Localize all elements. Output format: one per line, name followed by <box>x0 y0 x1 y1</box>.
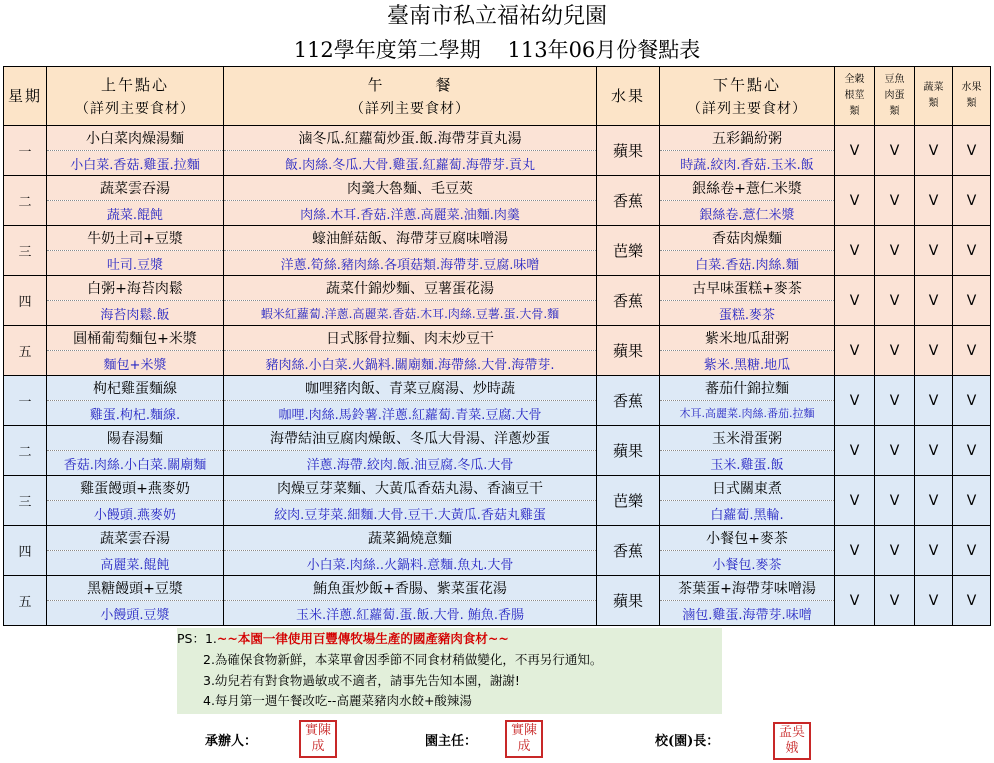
grains-check: V <box>835 176 875 226</box>
grains-check: V <box>835 426 875 476</box>
menu-row <box>4 526 991 551</box>
lunch-ingredients: 咖哩.肉絲.馬鈴薯.洋蔥.紅蘿蔔.青菜.豆腐.大骨 <box>224 401 597 426</box>
lunch-ingredients: 洋蔥.海帶.絞肉.飯.油豆腐.冬瓜.大骨 <box>224 451 597 476</box>
veg-check: V <box>915 176 953 226</box>
pm-snack-cell: 玉米滑蛋粥 <box>660 426 835 451</box>
lunch-cell: 海帶結油豆腐肉燥飯、冬瓜大骨湯、洋蔥炒蛋 <box>224 426 597 451</box>
fruit-check: V <box>953 576 991 626</box>
pm-snack-cell: 蕃茄什錦拉麵 <box>660 376 835 401</box>
grains-check: V <box>835 326 875 376</box>
am-snack-cell: 白粥+海苔肉鬆 <box>47 276 224 301</box>
veg-check: V <box>915 126 953 176</box>
note-1: PS：1.~~本園一律使用百豐傳牧場生產的國產豬肉食材~~ <box>177 631 509 646</box>
protein-check: V <box>875 426 915 476</box>
lunch-ingredients: 玉米.洋蔥.紅蘿蔔.蛋.飯.大骨. 鮪魚.香腸 <box>224 601 597 626</box>
fruit-cell: 香蕉 <box>597 526 660 576</box>
veg-check: V <box>915 426 953 476</box>
menu-row <box>4 376 991 401</box>
weekday-cell: 二 <box>4 176 47 226</box>
lunch-ingredients: 絞肉.豆芽菜.細麵.大骨.豆干.大黃瓜.香菇丸雞蛋 <box>224 501 597 526</box>
am-snack-ingredients: 雞蛋.枸杞.麵線. <box>47 401 224 426</box>
lunch-cell: 鮪魚蛋炒飯+香腸、紫菜蛋花湯 <box>224 576 597 601</box>
fruit-cell: 蘋果 <box>597 326 660 376</box>
fruit-check: V <box>953 276 991 326</box>
fruit-check: V <box>953 226 991 276</box>
pm-snack-ingredients: 時蔬.絞肉.香菇.玉米.飯 <box>660 151 835 176</box>
menu-row <box>4 126 991 151</box>
lunch-ingredients: 洋蔥.筍絲.豬肉絲.各項菇類.海帶芽.豆腐.味噌 <box>224 251 597 276</box>
preparer-stamp: 實陳成 <box>299 720 337 758</box>
am-snack-cell: 陽春湯麵 <box>47 426 224 451</box>
am-snack-cell: 蔬菜雲吞湯 <box>47 176 224 201</box>
pm-snack-cell: 古早味蛋糕+麥茶 <box>660 276 835 301</box>
lunch-ingredients: 小白菜.肉絲..火鍋料.意麵.魚丸.大骨 <box>224 551 597 576</box>
protein-check: V <box>875 526 915 576</box>
lunch-cell: 蔬菜什錦炒麵、豆薯蛋花湯 <box>224 276 597 301</box>
pm-snack-ingredients: 紫米.黑糖.地瓜 <box>660 351 835 376</box>
veg-check: V <box>915 226 953 276</box>
grains-check: V <box>835 476 875 526</box>
weekday-cell: 三 <box>4 226 47 276</box>
protein-check: V <box>875 326 915 376</box>
pm-snack-cell: 日式關東煮 <box>660 476 835 501</box>
director-label: 園主任： <box>425 734 478 749</box>
pm-snack-cell: 香菇肉燥麵 <box>660 226 835 251</box>
protein-check: V <box>875 476 915 526</box>
weekday-cell: 三 <box>4 476 47 526</box>
menu-row <box>4 276 991 301</box>
protein-check: V <box>875 376 915 426</box>
fruit-cell: 香蕉 <box>597 176 660 226</box>
weekday-cell: 五 <box>4 576 47 626</box>
pm-snack-ingredients: 蛋糕.麥茶 <box>660 301 835 326</box>
pm-snack-ingredients: 白蘿蔔.黑輪. <box>660 501 835 526</box>
am-snack-cell: 小白菜肉燥湯麵 <box>47 126 224 151</box>
fruit-cell: 芭樂 <box>597 476 660 526</box>
menu-row <box>4 476 991 501</box>
menu-row <box>4 226 991 251</box>
lunch-ingredients: 飯.肉絲.冬瓜.大骨.雞蛋.紅蘿蔔.海帶芽.貢丸 <box>224 151 597 176</box>
fruit-cell: 蘋果 <box>597 576 660 626</box>
pm-snack-ingredients: 木耳.高麗菜.肉絲.番茄.拉麵 <box>660 401 835 426</box>
protein-check: V <box>875 226 915 276</box>
weekday-cell: 二 <box>4 426 47 476</box>
fruit-check: V <box>953 426 991 476</box>
fruit-cell: 蘋果 <box>597 126 660 176</box>
protein-check: V <box>875 276 915 326</box>
page-title: 臺南市私立福祐幼兒園 <box>386 4 607 29</box>
fruit-check: V <box>953 376 991 426</box>
protein-check: V <box>875 176 915 226</box>
grains-check: V <box>835 526 875 576</box>
lunch-cell: 咖哩豬肉飯、青菜豆腐湯、炒時蔬 <box>224 376 597 401</box>
am-snack-ingredients: 蔬菜.餛飩 <box>47 201 224 226</box>
am-snack-cell: 圓桶葡萄麵包+米漿 <box>47 326 224 351</box>
lunch-cell: 肉羹大魯麵、毛豆莢 <box>224 176 597 201</box>
am-snack-cell: 牛奶土司+豆漿 <box>47 226 224 251</box>
header-weekday: 星期 <box>4 67 47 126</box>
pm-snack-cell: 銀絲卷+薏仁米漿 <box>660 176 835 201</box>
lunch-cell: 肉燥豆芽菜麵、大黃瓜香菇丸湯、香滷豆干 <box>224 476 597 501</box>
pm-snack-cell: 五彩鍋紛粥 <box>660 126 835 151</box>
am-snack-ingredients: 海苔肉鬆.飯 <box>47 301 224 326</box>
header-veg: 蔬菜 類 <box>915 67 953 126</box>
grains-check: V <box>835 226 875 276</box>
menu-row <box>4 326 991 351</box>
protein-check: V <box>875 126 915 176</box>
veg-check: V <box>915 476 953 526</box>
page-subtitle: 112學年度第二學期 113年06月份餐點表 <box>293 38 701 62</box>
weekday-cell: 一 <box>4 376 47 426</box>
pm-snack-ingredients: 玉米.雞蛋.飯 <box>660 451 835 476</box>
am-snack-ingredients: 高麗菜.餛飩 <box>47 551 224 576</box>
fruit-check: V <box>953 326 991 376</box>
header-fruit: 水果 <box>597 67 660 126</box>
note-2: 2.為確保食物新鮮，本菜單會因季節不同食材稍做變化，不再另行通知。 <box>203 652 603 667</box>
am-snack-ingredients: 吐司.豆漿 <box>47 251 224 276</box>
fruit-cell: 蘋果 <box>597 426 660 476</box>
preparer-label: 承辦人： <box>205 734 258 749</box>
pm-snack-ingredients: 滷包.雞蛋.海帶芽.味噌 <box>660 601 835 626</box>
am-snack-cell: 雞蛋饅頭+燕麥奶 <box>47 476 224 501</box>
header-row <box>4 67 991 126</box>
am-snack-ingredients: 麵包+米漿 <box>47 351 224 376</box>
grains-check: V <box>835 376 875 426</box>
director-stamp: 實陳成 <box>505 720 543 758</box>
header-protein: 豆魚 肉蛋 類 <box>875 67 915 126</box>
principal-label: 校(園)長： <box>655 734 720 749</box>
fruit-check: V <box>953 476 991 526</box>
pm-snack-ingredients: 小餐包.麥茶 <box>660 551 835 576</box>
lunch-ingredients: 蝦米紅蘿蔔.洋蔥.高麗菜.香菇.木耳.肉絲.豆薯.蛋.大骨.麵 <box>224 301 597 326</box>
am-snack-cell: 蔬菜雲吞湯 <box>47 526 224 551</box>
meal-table <box>3 66 991 626</box>
grains-check: V <box>835 126 875 176</box>
fruit-check: V <box>953 176 991 226</box>
lunch-cell: 蠔油鮮菇飯、海帶芽豆腐味噌湯 <box>224 226 597 251</box>
header-fruitcat: 水果 類 <box>953 67 991 126</box>
grains-check: V <box>835 276 875 326</box>
pm-snack-ingredients: 白菜.香菇.肉絲.麵 <box>660 251 835 276</box>
header-am-snack: 上午點心 （詳列主要食材） <box>47 67 224 126</box>
am-snack-ingredients: 小饅頭.燕麥奶 <box>47 501 224 526</box>
weekday-cell: 四 <box>4 526 47 576</box>
lunch-cell: 日式豚骨拉麵、肉末炒豆干 <box>224 326 597 351</box>
lunch-ingredients: 豬肉絲.小白菜.火鍋料.關廟麵.海帶絲.大骨.海帶芽. <box>224 351 597 376</box>
weekday-cell: 四 <box>4 276 47 326</box>
veg-check: V <box>915 276 953 326</box>
am-snack-cell: 黑糖饅頭+豆漿 <box>47 576 224 601</box>
pm-snack-cell: 紫米地瓜甜粥 <box>660 326 835 351</box>
menu-row <box>4 576 991 601</box>
menu-row <box>4 176 991 201</box>
veg-check: V <box>915 376 953 426</box>
fruit-check: V <box>953 526 991 576</box>
fruit-cell: 芭樂 <box>597 226 660 276</box>
grains-check: V <box>835 576 875 626</box>
notes-box <box>177 628 722 714</box>
header-lunch: 午 餐 （詳列主要食材） <box>224 67 597 126</box>
menu-row <box>4 426 991 451</box>
note-3: 3.幼兒若有對食物過敏或不適者，請事先告知本園，謝謝! <box>203 673 520 688</box>
am-snack-cell: 枸杞雞蛋麵線 <box>47 376 224 401</box>
principal-stamp: 孟吳娥 <box>773 722 811 760</box>
weekday-cell: 一 <box>4 126 47 176</box>
lunch-cell: 蔬菜鍋燒意麵 <box>224 526 597 551</box>
veg-check: V <box>915 326 953 376</box>
lunch-ingredients: 肉絲.木耳.香菇.洋蔥.高麗菜.油麵.肉羹 <box>224 201 597 226</box>
note-4: 4.每月第一週午餐改吃--高麗菜豬肉水餃+酸辣湯 <box>203 693 472 708</box>
header-grains: 全穀 根莖 類 <box>835 67 875 126</box>
fruit-cell: 香蕉 <box>597 276 660 326</box>
am-snack-ingredients: 香菇.肉絲.小白菜.關廟麵 <box>47 451 224 476</box>
am-snack-ingredients: 小饅頭.豆漿 <box>47 601 224 626</box>
weekday-cell: 五 <box>4 326 47 376</box>
pm-snack-ingredients: 銀絲卷.薏仁米漿 <box>660 201 835 226</box>
lunch-cell: 滷冬瓜.紅蘿蔔炒蛋.飯.海帶芽貢丸湯 <box>224 126 597 151</box>
protein-check: V <box>875 576 915 626</box>
fruit-cell: 香蕉 <box>597 376 660 426</box>
veg-check: V <box>915 576 953 626</box>
veg-check: V <box>915 526 953 576</box>
fruit-check: V <box>953 126 991 176</box>
am-snack-ingredients: 小白菜.香菇.雞蛋.拉麵 <box>47 151 224 176</box>
pm-snack-cell: 茶葉蛋+海帶芽味噌湯 <box>660 576 835 601</box>
pm-snack-cell: 小餐包+麥茶 <box>660 526 835 551</box>
header-pm-snack: 下午點心 （詳列主要食材） <box>660 67 835 126</box>
